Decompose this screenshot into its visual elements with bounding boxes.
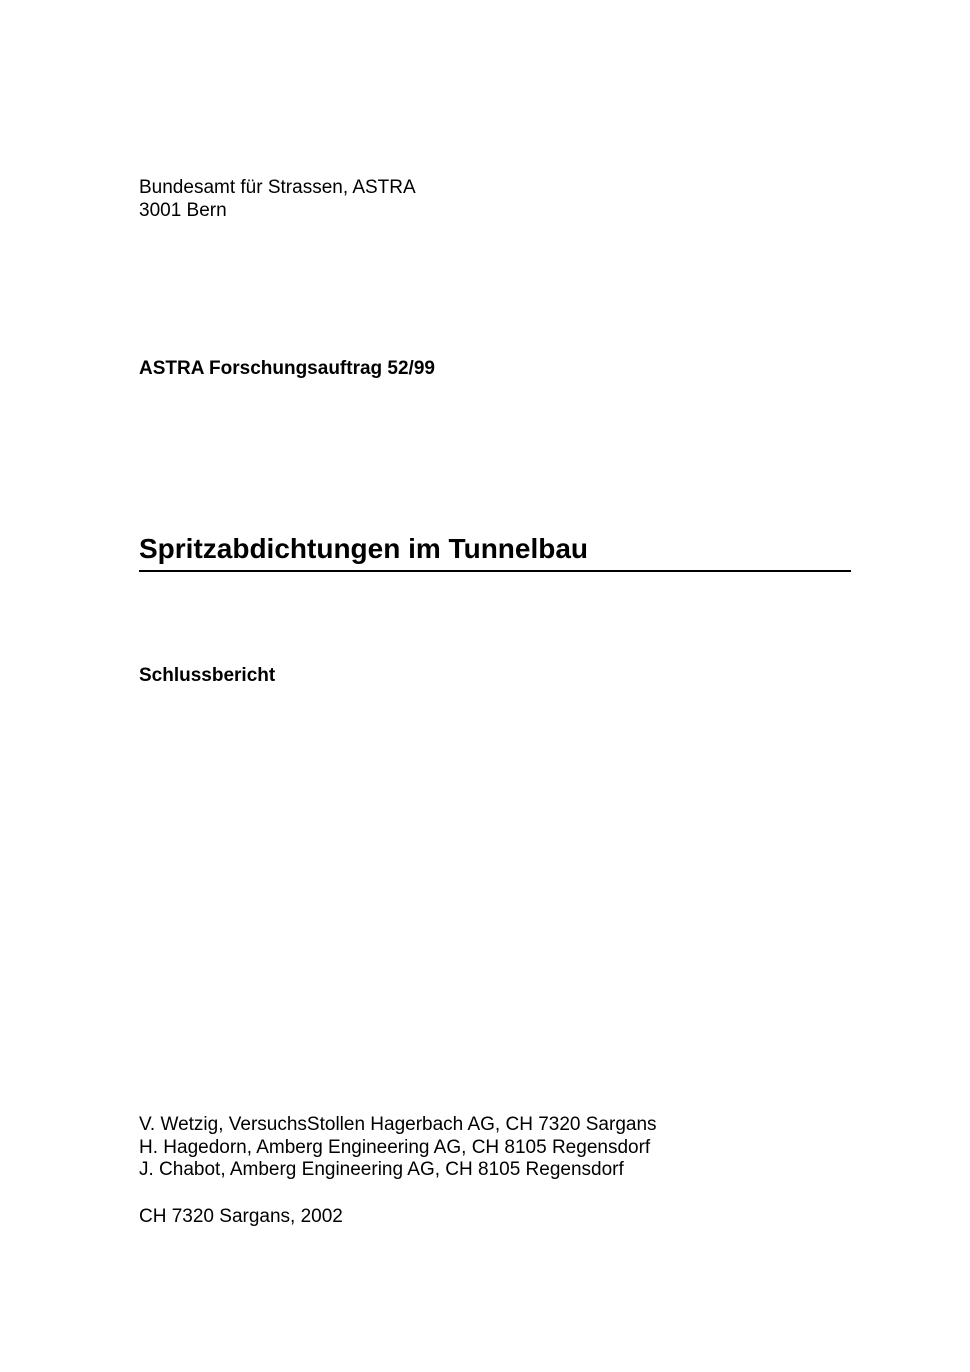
author-line: H. Hagedorn, Amberg Engineering AG, CH 8105 Regensdorf bbox=[139, 1136, 651, 1158]
page-title: Spritzabdichtungen im Tunnelbau bbox=[139, 532, 851, 572]
place-date-text: CH 7320 Sargans, 2002 bbox=[139, 1206, 343, 1227]
project-label-text: ASTRA Forschungsauftrag 52/99 bbox=[139, 358, 435, 379]
issuer-name: Bundesamt für Strassen, ASTRA bbox=[139, 177, 416, 198]
report-type bbox=[139, 664, 275, 687]
issuer-address bbox=[139, 176, 416, 222]
research-project-label bbox=[139, 357, 435, 380]
report-type-text: Schlussbericht bbox=[139, 665, 276, 686]
authors-list bbox=[139, 1114, 657, 1182]
author-line: J. Chabot, Amberg Engineering AG, CH 8105 Regensdorf bbox=[139, 1159, 624, 1180]
place-and-date bbox=[139, 1205, 343, 1228]
author-line: V. Wetzig, VersuchsStollen Hagerbach AG, CH 7320 Sargans bbox=[139, 1114, 657, 1135]
issuer-city: 3001 Bern bbox=[139, 200, 227, 221]
title-block bbox=[139, 532, 851, 572]
